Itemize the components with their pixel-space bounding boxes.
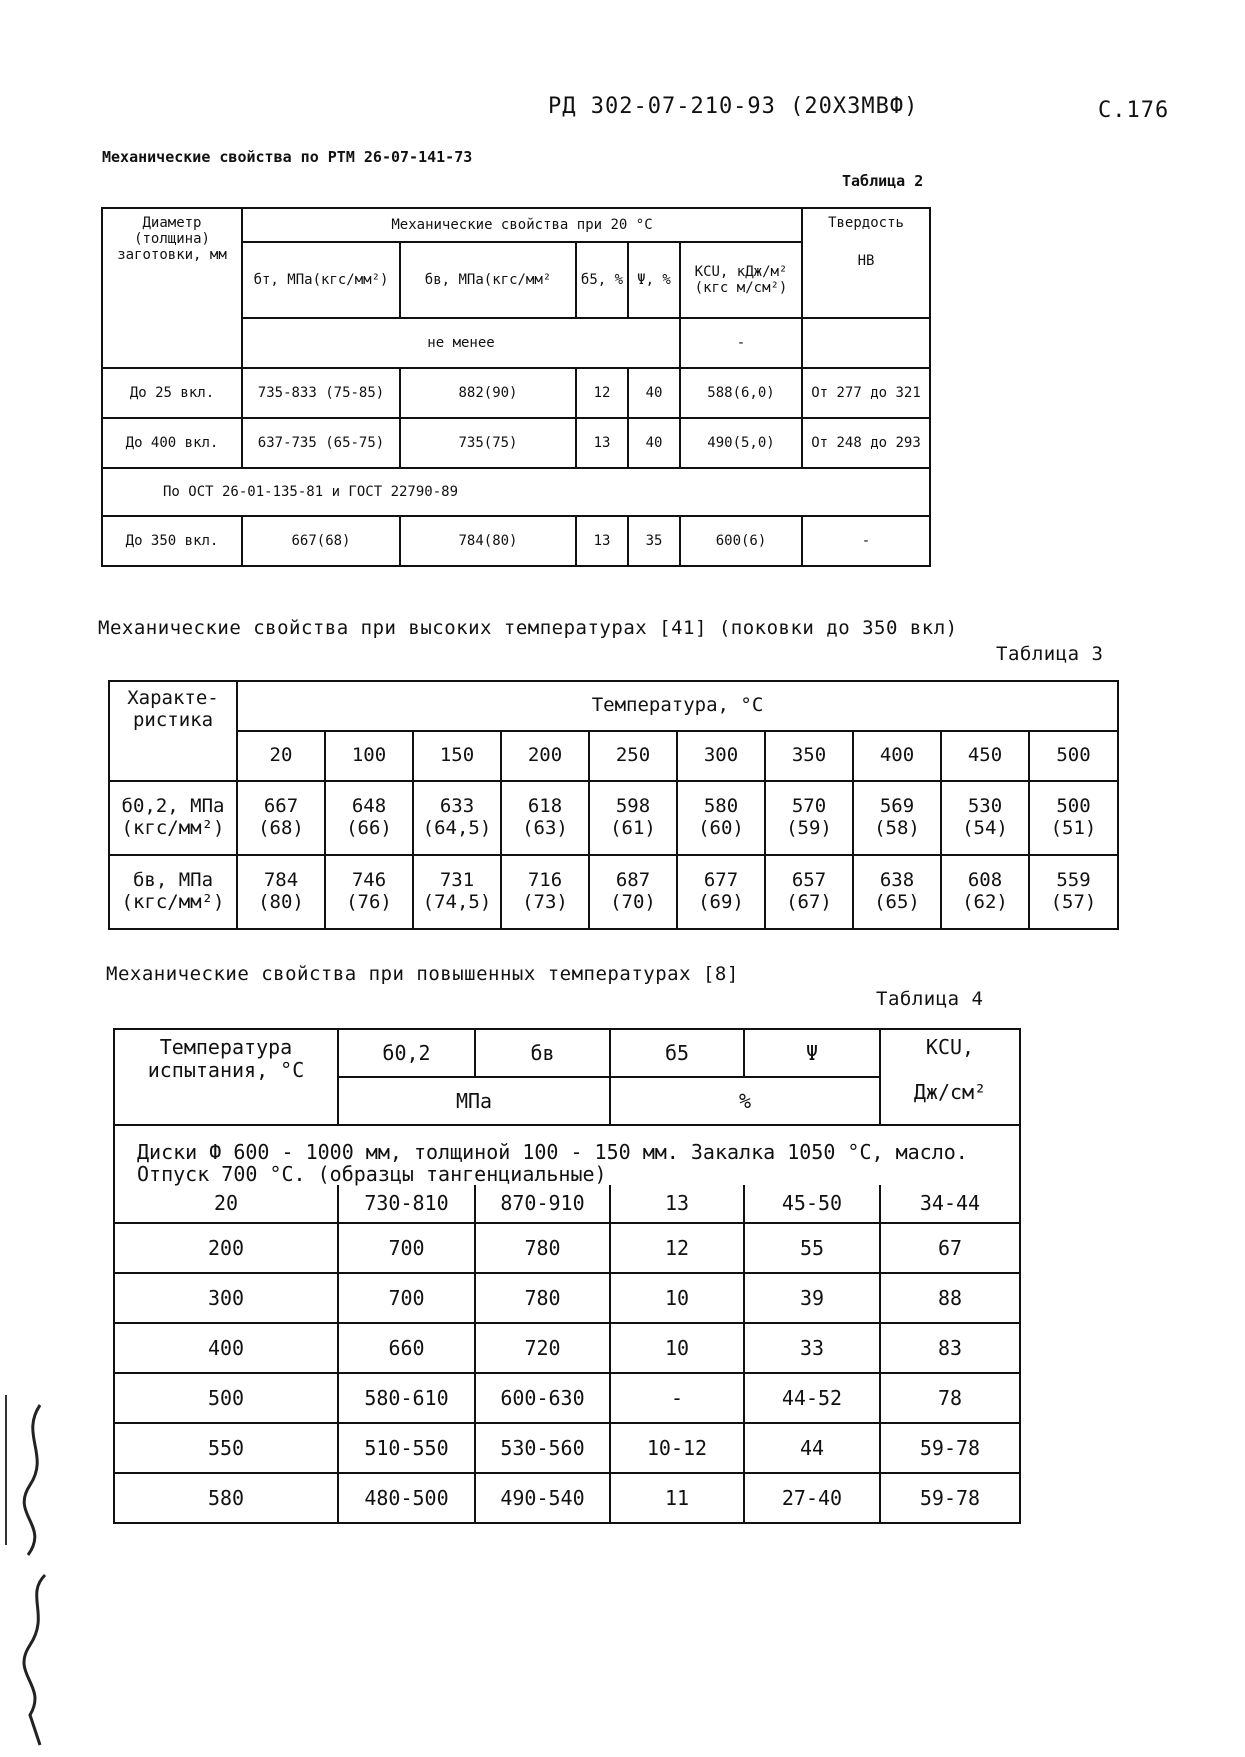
table3 — [108, 680, 1119, 930]
table-cell: 39 — [744, 1273, 880, 1323]
table2-group-header: Механические свойства при 20 °С — [242, 208, 802, 242]
table-row — [114, 1323, 1020, 1373]
table-cell: 83 — [880, 1323, 1020, 1373]
table-cell: 598 (61) — [589, 781, 677, 855]
table-row — [114, 1273, 1020, 1323]
table-cell: 580 — [114, 1473, 338, 1523]
table-cell: 13 — [576, 418, 628, 468]
table4-col-temp: Температура испытания, °С — [114, 1029, 338, 1125]
table-cell: 667(68) — [242, 516, 400, 566]
temperature-header: 400 — [853, 731, 941, 781]
table-cell: 720 — [475, 1323, 610, 1373]
table-cell: 13 — [610, 1185, 744, 1223]
table-cell: До 25 вкл. — [102, 368, 242, 418]
table-cell: 667 (68) — [237, 781, 325, 855]
table-row — [109, 855, 1118, 929]
table-cell: 44-52 — [744, 1373, 880, 1423]
row-label: б0,2, МПа (кгс/мм²) — [109, 781, 237, 855]
table4-ksu-header — [880, 1029, 1020, 1125]
table-cell: 550 — [114, 1423, 338, 1473]
row-label: бв, МПа (кгс/мм²) — [109, 855, 237, 929]
table-cell: 500 — [114, 1373, 338, 1423]
table2 — [101, 207, 931, 567]
table-cell: 660 — [338, 1323, 475, 1373]
table-cell: 40 — [628, 418, 680, 468]
table-cell: 490-540 — [475, 1473, 610, 1523]
table4-title: Механические свойства при повышенных температурах [8] — [106, 963, 739, 985]
table2-col-diameter: Диаметр (толщина) заготовки, мм — [102, 208, 242, 368]
table-cell: 731 (74,5) — [413, 855, 501, 929]
table-cell: 638 (65) — [853, 855, 941, 929]
table3-col-char: Характе- ристика — [109, 681, 237, 781]
table-cell: 687 (70) — [589, 855, 677, 929]
page-number: С.176 — [1098, 98, 1170, 123]
table-row — [114, 1373, 1020, 1423]
table-row — [102, 516, 930, 566]
table-cell: 735-833 (75-85) — [242, 368, 400, 418]
table2-sub-header: Ψ, % — [628, 242, 680, 318]
table-row — [114, 1185, 1020, 1223]
table2-sub-header: бт, МПа(кгс/мм²) — [242, 242, 400, 318]
table-cell: 510-550 — [338, 1423, 475, 1473]
table-cell: 882(90) — [400, 368, 576, 418]
temperature-header: 20 — [237, 731, 325, 781]
table3-group-header: Температура, °С — [237, 681, 1118, 731]
table4 — [113, 1028, 1021, 1524]
table-cell: 559 (57) — [1029, 855, 1118, 929]
table-cell: 784(80) — [400, 516, 576, 566]
table-cell: 618 (63) — [501, 781, 589, 855]
table-cell: От 277 до 321 — [802, 368, 930, 418]
table-cell: 300 — [114, 1273, 338, 1323]
table2-caption: Таблица 2 — [842, 172, 924, 190]
table-cell: От 248 до 293 — [802, 418, 930, 468]
table-cell: 648 (66) — [325, 781, 413, 855]
table-cell: 59-78 — [880, 1423, 1020, 1473]
table-cell: До 400 вкл. — [102, 418, 242, 468]
table-cell: 490(5,0) — [680, 418, 802, 468]
table-cell: 67 — [880, 1223, 1020, 1273]
table-row — [102, 368, 930, 418]
table-cell: 44 — [744, 1423, 880, 1473]
table-cell: 530 (54) — [941, 781, 1029, 855]
table-cell: 11 — [610, 1473, 744, 1523]
table4-header: б5 — [610, 1029, 744, 1077]
table-cell: 600(6) — [680, 516, 802, 566]
document-code: РД 302-07-210-93 (20Х3МВФ) — [548, 94, 919, 119]
table-row — [114, 1423, 1020, 1473]
table-cell: - — [802, 516, 930, 566]
table-cell: - — [610, 1373, 744, 1423]
table-cell: 33 — [744, 1323, 880, 1373]
table-cell: До 350 вкл. — [102, 516, 242, 566]
table-cell: 730-810 — [338, 1185, 475, 1223]
table4-header: бв — [475, 1029, 610, 1077]
table-row — [102, 418, 930, 468]
table-cell: 735(75) — [400, 418, 576, 468]
table-cell: 700 — [338, 1223, 475, 1273]
table2-section: По ОСТ 26-01-135-81 и ГОСТ 22790-89 — [102, 468, 930, 516]
temperature-header: 300 — [677, 731, 765, 781]
table-cell: 12 — [610, 1223, 744, 1273]
table2-sub-header: КСU, кДж/м² (кгс м/см²) — [680, 242, 802, 318]
table3-caption: Таблица 3 — [996, 643, 1104, 665]
table4-note: Диски Ф 600 - 1000 мм, толщиной 100 - 150 мм. Закалка 1050 °С, масло. Отпуск 700 °С. (образцы тангенциальные) — [114, 1125, 1020, 1185]
table-cell: 780 — [475, 1223, 610, 1273]
ksu-unit: Дж/см² — [913, 1080, 987, 1104]
table-cell: 530-560 — [475, 1423, 610, 1473]
table-cell: 608 (62) — [941, 855, 1029, 929]
temperature-header: 200 — [501, 731, 589, 781]
table-cell: 480-500 — [338, 1473, 475, 1523]
table-cell: 588(6,0) — [680, 368, 802, 418]
table-cell: 12 — [576, 368, 628, 418]
table-cell: 780 — [475, 1273, 610, 1323]
table2-sub-header: б5, % — [576, 242, 628, 318]
temperature-header: 450 — [941, 731, 1029, 781]
table-cell: 10 — [610, 1273, 744, 1323]
table-cell: 746 (76) — [325, 855, 413, 929]
table-cell: 35 — [628, 516, 680, 566]
table-cell: 10 — [610, 1323, 744, 1373]
table4-unit-mpa: МПа — [338, 1077, 610, 1125]
table4-unit-pct: % — [610, 1077, 880, 1125]
table-cell: 677 (69) — [677, 855, 765, 929]
table-cell: 637-735 (65-75) — [242, 418, 400, 468]
table-row — [114, 1473, 1020, 1523]
temperature-header: 500 — [1029, 731, 1118, 781]
table-cell: 59-78 — [880, 1473, 1020, 1523]
table-row — [114, 1223, 1020, 1273]
table-cell: 657 (67) — [765, 855, 853, 929]
table-cell: 569 (58) — [853, 781, 941, 855]
temperature-header: 350 — [765, 731, 853, 781]
table-cell: 700 — [338, 1273, 475, 1323]
table-row — [109, 781, 1118, 855]
table-cell: 784 (80) — [237, 855, 325, 929]
table-cell: 200 — [114, 1223, 338, 1273]
table2-not-less-mark: - — [680, 318, 802, 368]
table-cell: 500 (51) — [1029, 781, 1118, 855]
table-cell: 870-910 — [475, 1185, 610, 1223]
table-cell: 580 (60) — [677, 781, 765, 855]
table2-hardness-header — [802, 208, 930, 318]
table-cell: 13 — [576, 516, 628, 566]
temperature-header: 100 — [325, 731, 413, 781]
table-cell: 633 (64,5) — [413, 781, 501, 855]
table-cell: 580-610 — [338, 1373, 475, 1423]
table2-title: Механические свойства по РТМ 26-07-141-73 — [102, 148, 473, 166]
table4-header: Ψ — [744, 1029, 880, 1077]
hardness-label: Твердость — [828, 215, 904, 231]
table-cell: 600-630 — [475, 1373, 610, 1423]
table-cell: 40 — [628, 368, 680, 418]
table-cell: 10-12 — [610, 1423, 744, 1473]
table-cell: 570 (59) — [765, 781, 853, 855]
table-cell: 400 — [114, 1323, 338, 1373]
hardness-unit: НВ — [857, 253, 875, 270]
table-cell: 716 (73) — [501, 855, 589, 929]
table-cell: 45-50 — [744, 1185, 880, 1223]
handwritten-margin-note — [0, 1395, 70, 1755]
table4-caption: Таблица 4 — [876, 988, 984, 1010]
table3-title: Механические свойства при высоких температурах [41] (поковки до 350 вкл) — [98, 617, 958, 639]
table-cell: 20 — [114, 1185, 338, 1223]
table-cell: 78 — [880, 1373, 1020, 1423]
table-cell: 88 — [880, 1273, 1020, 1323]
table-cell: 34-44 — [880, 1185, 1020, 1223]
temperature-header: 250 — [589, 731, 677, 781]
table4-header: б0,2 — [338, 1029, 475, 1077]
ksu-label: КСU, — [925, 1035, 975, 1059]
temperature-header: 150 — [413, 731, 501, 781]
table-cell: 27-40 — [744, 1473, 880, 1523]
table-cell: 55 — [744, 1223, 880, 1273]
table2-sub-header: бв, МПа(кгс/мм² — [400, 242, 576, 318]
table2-hardness-blank — [802, 318, 930, 368]
table2-not-less: не менее — [242, 318, 680, 368]
